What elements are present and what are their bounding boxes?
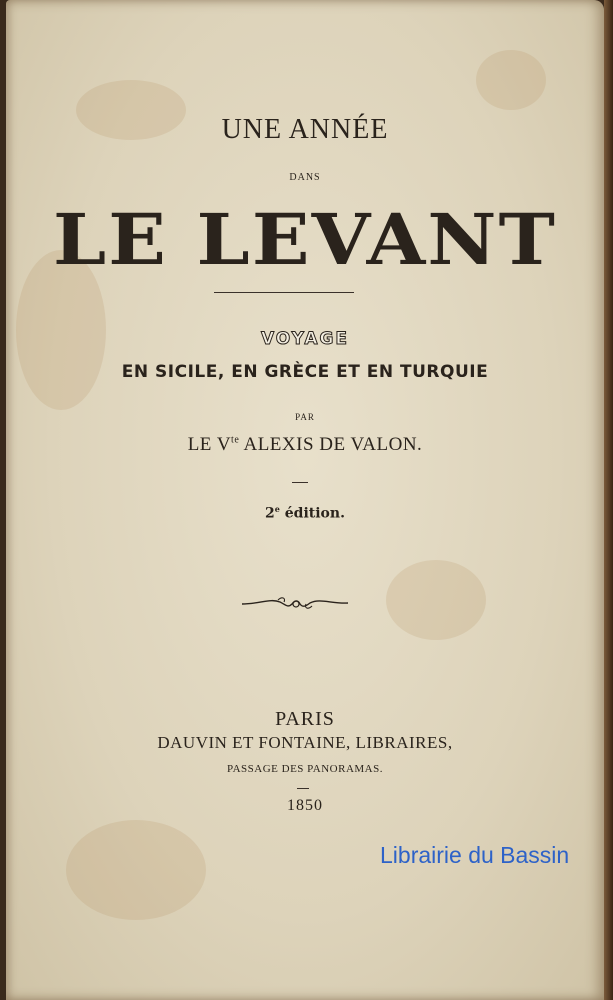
main-title: LE LEVANT [52, 198, 558, 281]
subtitle: EN SICILE, EN GRÈCE ET EN TURQUIE [121, 362, 489, 382]
author-name: ALEXIS DE VALON. [239, 434, 423, 455]
edition-number: 2 [265, 505, 275, 522]
voyage-heading: VOYAGE [260, 329, 350, 349]
short-divider [292, 482, 308, 483]
title-line-1: UNE ANNÉE [221, 114, 389, 145]
title-divider [214, 292, 354, 293]
foxing-stain [386, 560, 486, 640]
author [6, 434, 604, 456]
imprint-publisher: DAUVIN ET FONTAINE, LIBRAIRES, [157, 733, 453, 752]
book-spine [604, 0, 613, 1000]
decorative-flourish-icon [240, 594, 350, 614]
author-superscript: te [231, 434, 240, 446]
by-label: PAR [295, 412, 315, 422]
imprint-year: 1850 [287, 797, 323, 814]
author-prefix: LE V [187, 434, 232, 455]
edition-label: édition. [279, 505, 345, 522]
edition-superscript: e [274, 504, 280, 514]
watermark-text: Librairie du Bassin [380, 842, 570, 868]
foxing-stain [476, 50, 546, 110]
title-connector: DANS [289, 172, 321, 183]
foxing-stain [66, 820, 206, 920]
edition [6, 504, 604, 522]
imprint-city: PARIS [275, 708, 335, 730]
imprint-address: PASSAGE DES PANORAMAS. [227, 763, 383, 775]
imprint-divider [297, 788, 309, 789]
